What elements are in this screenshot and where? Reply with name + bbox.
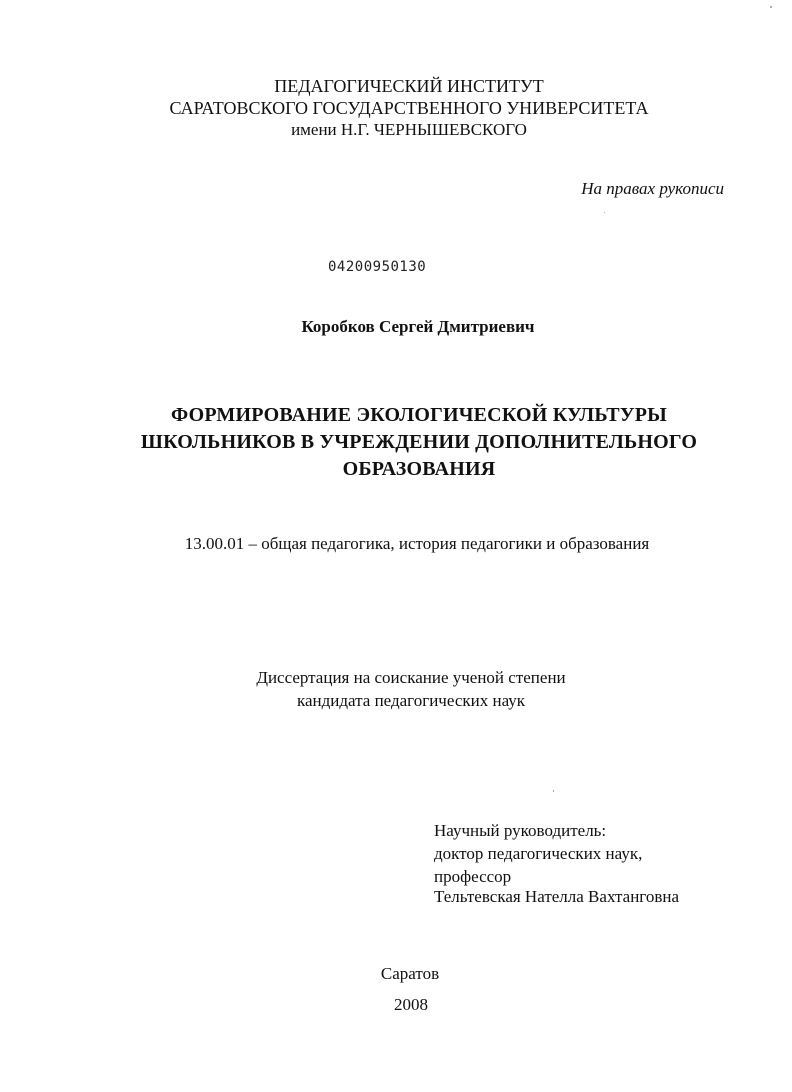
archive-code: 04200950130 — [328, 259, 427, 275]
specialty: 13.00.01 – общая педагогика, история педагогики и образования — [184, 534, 650, 553]
institution-line-2: САРАТОВСКОГО ГОСУДАРСТВЕННОГО УНИВЕРСИТЕТА — [169, 98, 649, 118]
author-name: Коробков Сергей Дмитриевич — [301, 317, 535, 336]
advisor-degree: доктор педагогических наук, — [434, 844, 643, 863]
title-line-1: ФОРМИРОВАНИЕ ЭКОЛОГИЧЕСКОЙ КУЛЬТУРЫ — [171, 404, 667, 426]
rights-note: На правах рукописи — [581, 179, 724, 198]
scan-speck — [770, 6, 772, 8]
title-line-3: ОБРАЗОВАНИЯ — [342, 458, 496, 480]
dissertation-line-2: кандидата педагогических наук — [296, 691, 526, 710]
institution-line-1: ПЕДАГОГИЧЕСКИЙ ИНСТИТУТ — [274, 76, 544, 96]
scan-speck — [553, 790, 554, 792]
institution-line-3: имени Н.Г. ЧЕРНЫШЕВСКОГО — [291, 120, 527, 139]
year: 2008 — [394, 995, 428, 1014]
title-line-2: ШКОЛЬНИКОВ В УЧРЕЖДЕНИИ ДОПОЛНИТЕЛЬНОГО — [140, 431, 698, 453]
advisor-rank: профессор — [434, 867, 512, 886]
scan-speck — [604, 212, 605, 213]
advisor-name: Тельтевская Нателла Вахтанговна — [434, 887, 680, 906]
advisor-label: Научный руководитель: — [434, 821, 607, 840]
city: Саратов — [380, 964, 440, 983]
dissertation-line-1: Диссертация на соискание ученой степени — [256, 668, 566, 687]
